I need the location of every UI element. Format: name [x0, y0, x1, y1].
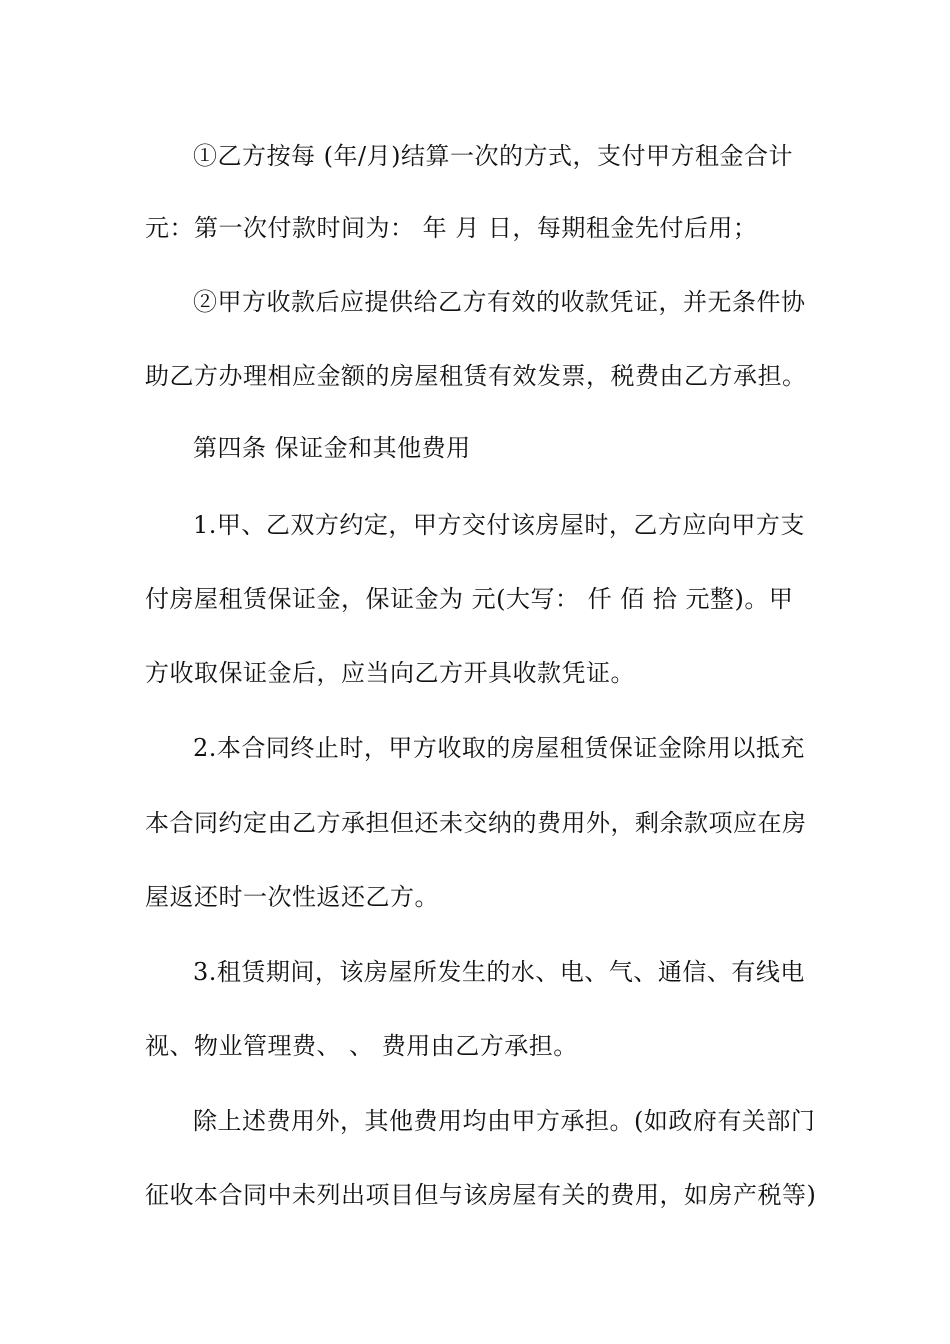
paragraph-line: 方收取保证金后，应当向乙方开具收款凭证。	[145, 659, 635, 687]
paragraph-line: 付房屋租赁保证金，保证金为 元(大写： 仟 佰 拾 元整)。甲	[145, 585, 794, 613]
section-heading: 第四条 保证金和其他费用	[193, 434, 471, 462]
paragraph-line: 除上述费用外，其他费用均由甲方承担。(如政府有关部门	[193, 1107, 816, 1135]
paragraph-line: 助乙方办理相应金额的房屋租赁有效发票，税费由乙方承担。	[145, 362, 807, 390]
paragraph-line: ①乙方按每 (年/月)结算一次的方式，支付甲方租金合计	[193, 142, 793, 170]
paragraph-line: 屋返还时一次性返还乙方。	[145, 883, 439, 911]
paragraph-line: 征收本合同中未列出项目但与该房屋有关的费用，如房产税等)	[145, 1181, 817, 1209]
paragraph-line: 3.租赁期间，该房屋所发生的水、电、气、通信、有线电	[193, 958, 805, 986]
paragraph-line: 2.本合同终止时，甲方收取的房屋租赁保证金除用以抵充	[193, 734, 805, 762]
paragraph-line: 元：第一次付款时间为： 年 月 日，每期租金先付后用；	[145, 214, 758, 242]
paragraph-line: 1.甲、乙双方约定，甲方交付该房屋时，乙方应向甲方支	[193, 511, 805, 539]
paragraph-line: ②甲方收款后应提供给乙方有效的收款凭证，并无条件协	[193, 288, 806, 316]
paragraph-line: 本合同约定由乙方承担但还未交纳的费用外，剩余款项应在房	[145, 809, 807, 837]
paragraph-line: 视、物业管理费、 、 费用由乙方承担。	[145, 1032, 578, 1060]
